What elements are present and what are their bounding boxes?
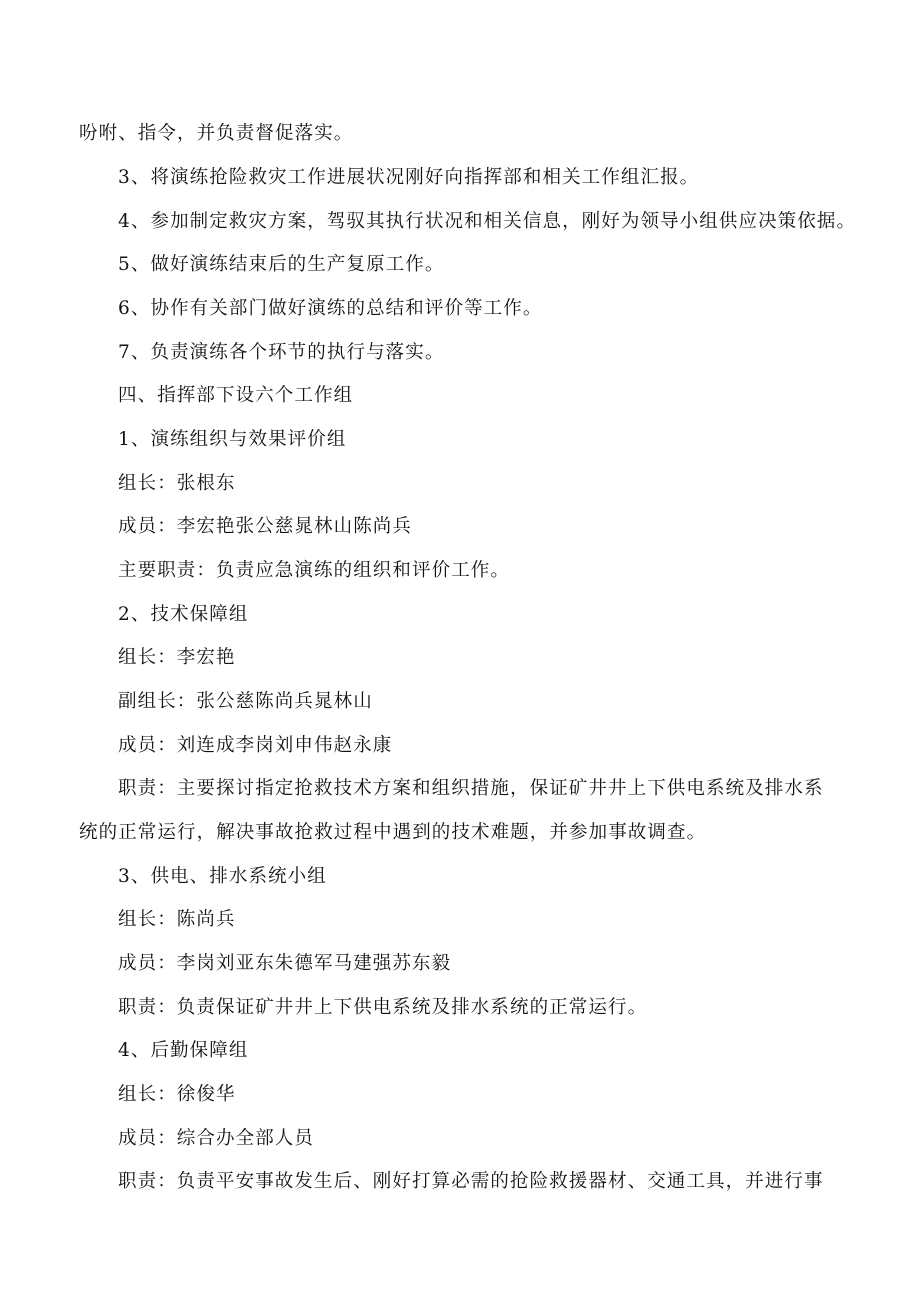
subsection-heading: 1、演练组织与效果评价组 xyxy=(118,429,347,450)
text-line: 组长：陈尚兵 xyxy=(118,909,236,930)
text-line: 成员：综合办全部人员 xyxy=(118,1128,315,1149)
text-line: 4、参加制定救灾方案，驾驭其执行状况和相关信息，刚好为领导小组供应决策依据。 xyxy=(118,211,857,232)
text-line: 吩咐、指令，并负责督促落实。 xyxy=(79,123,354,144)
section-heading: 四、指挥部下设六个工作组 xyxy=(118,385,354,406)
text-line: 主要职责：负责应急演练的组织和评价工作。 xyxy=(118,560,511,581)
text-line: 组长：李宏艳 xyxy=(118,647,236,668)
subsection-heading: 2、技术保障组 xyxy=(118,604,249,625)
text-line: 成员：李宏艳张公慈晁林山陈尚兵 xyxy=(118,516,413,537)
text-line: 7、负责演练各个环节的执行与落实。 xyxy=(118,342,445,363)
text-line: 成员：刘连成李岗刘申伟赵永康 xyxy=(118,735,393,756)
text-line: 组长：张根东 xyxy=(118,473,236,494)
text-line: 6、协作有关部门做好演练的总结和评价等工作。 xyxy=(118,298,543,319)
text-line: 职责：负责保证矿井井上下供电系统及排水系统的正常运行。 xyxy=(118,997,648,1018)
subsection-heading: 3、供电、排水系统小组 xyxy=(118,866,327,887)
text-line: 职责：主要探讨指定抢救技术方案和组织措施，保证矿井井上下供电系统及排水系 xyxy=(118,778,824,799)
text-line: 3、将演练抢险救灾工作进展状况刚好向指挥部和相关工作组汇报。 xyxy=(118,167,700,188)
text-line: 统的正常运行，解决事故抢救过程中遇到的技术难题，并参加事故调查。 xyxy=(79,822,707,843)
text-line: 成员：李岗刘亚东朱德军马建强苏东毅 xyxy=(118,953,452,974)
text-line: 5、做好演练结束后的生产复原工作。 xyxy=(118,254,445,275)
text-line: 职责：负责平安事故发生后、刚好打算必需的抢险救援器材、交通工具，并进行事 xyxy=(118,1171,824,1192)
text-line: 组长：徐俊华 xyxy=(118,1084,236,1105)
text-line: 副组长：张公慈陈尚兵晁林山 xyxy=(118,691,373,712)
subsection-heading: 4、后勤保障组 xyxy=(118,1040,249,1061)
